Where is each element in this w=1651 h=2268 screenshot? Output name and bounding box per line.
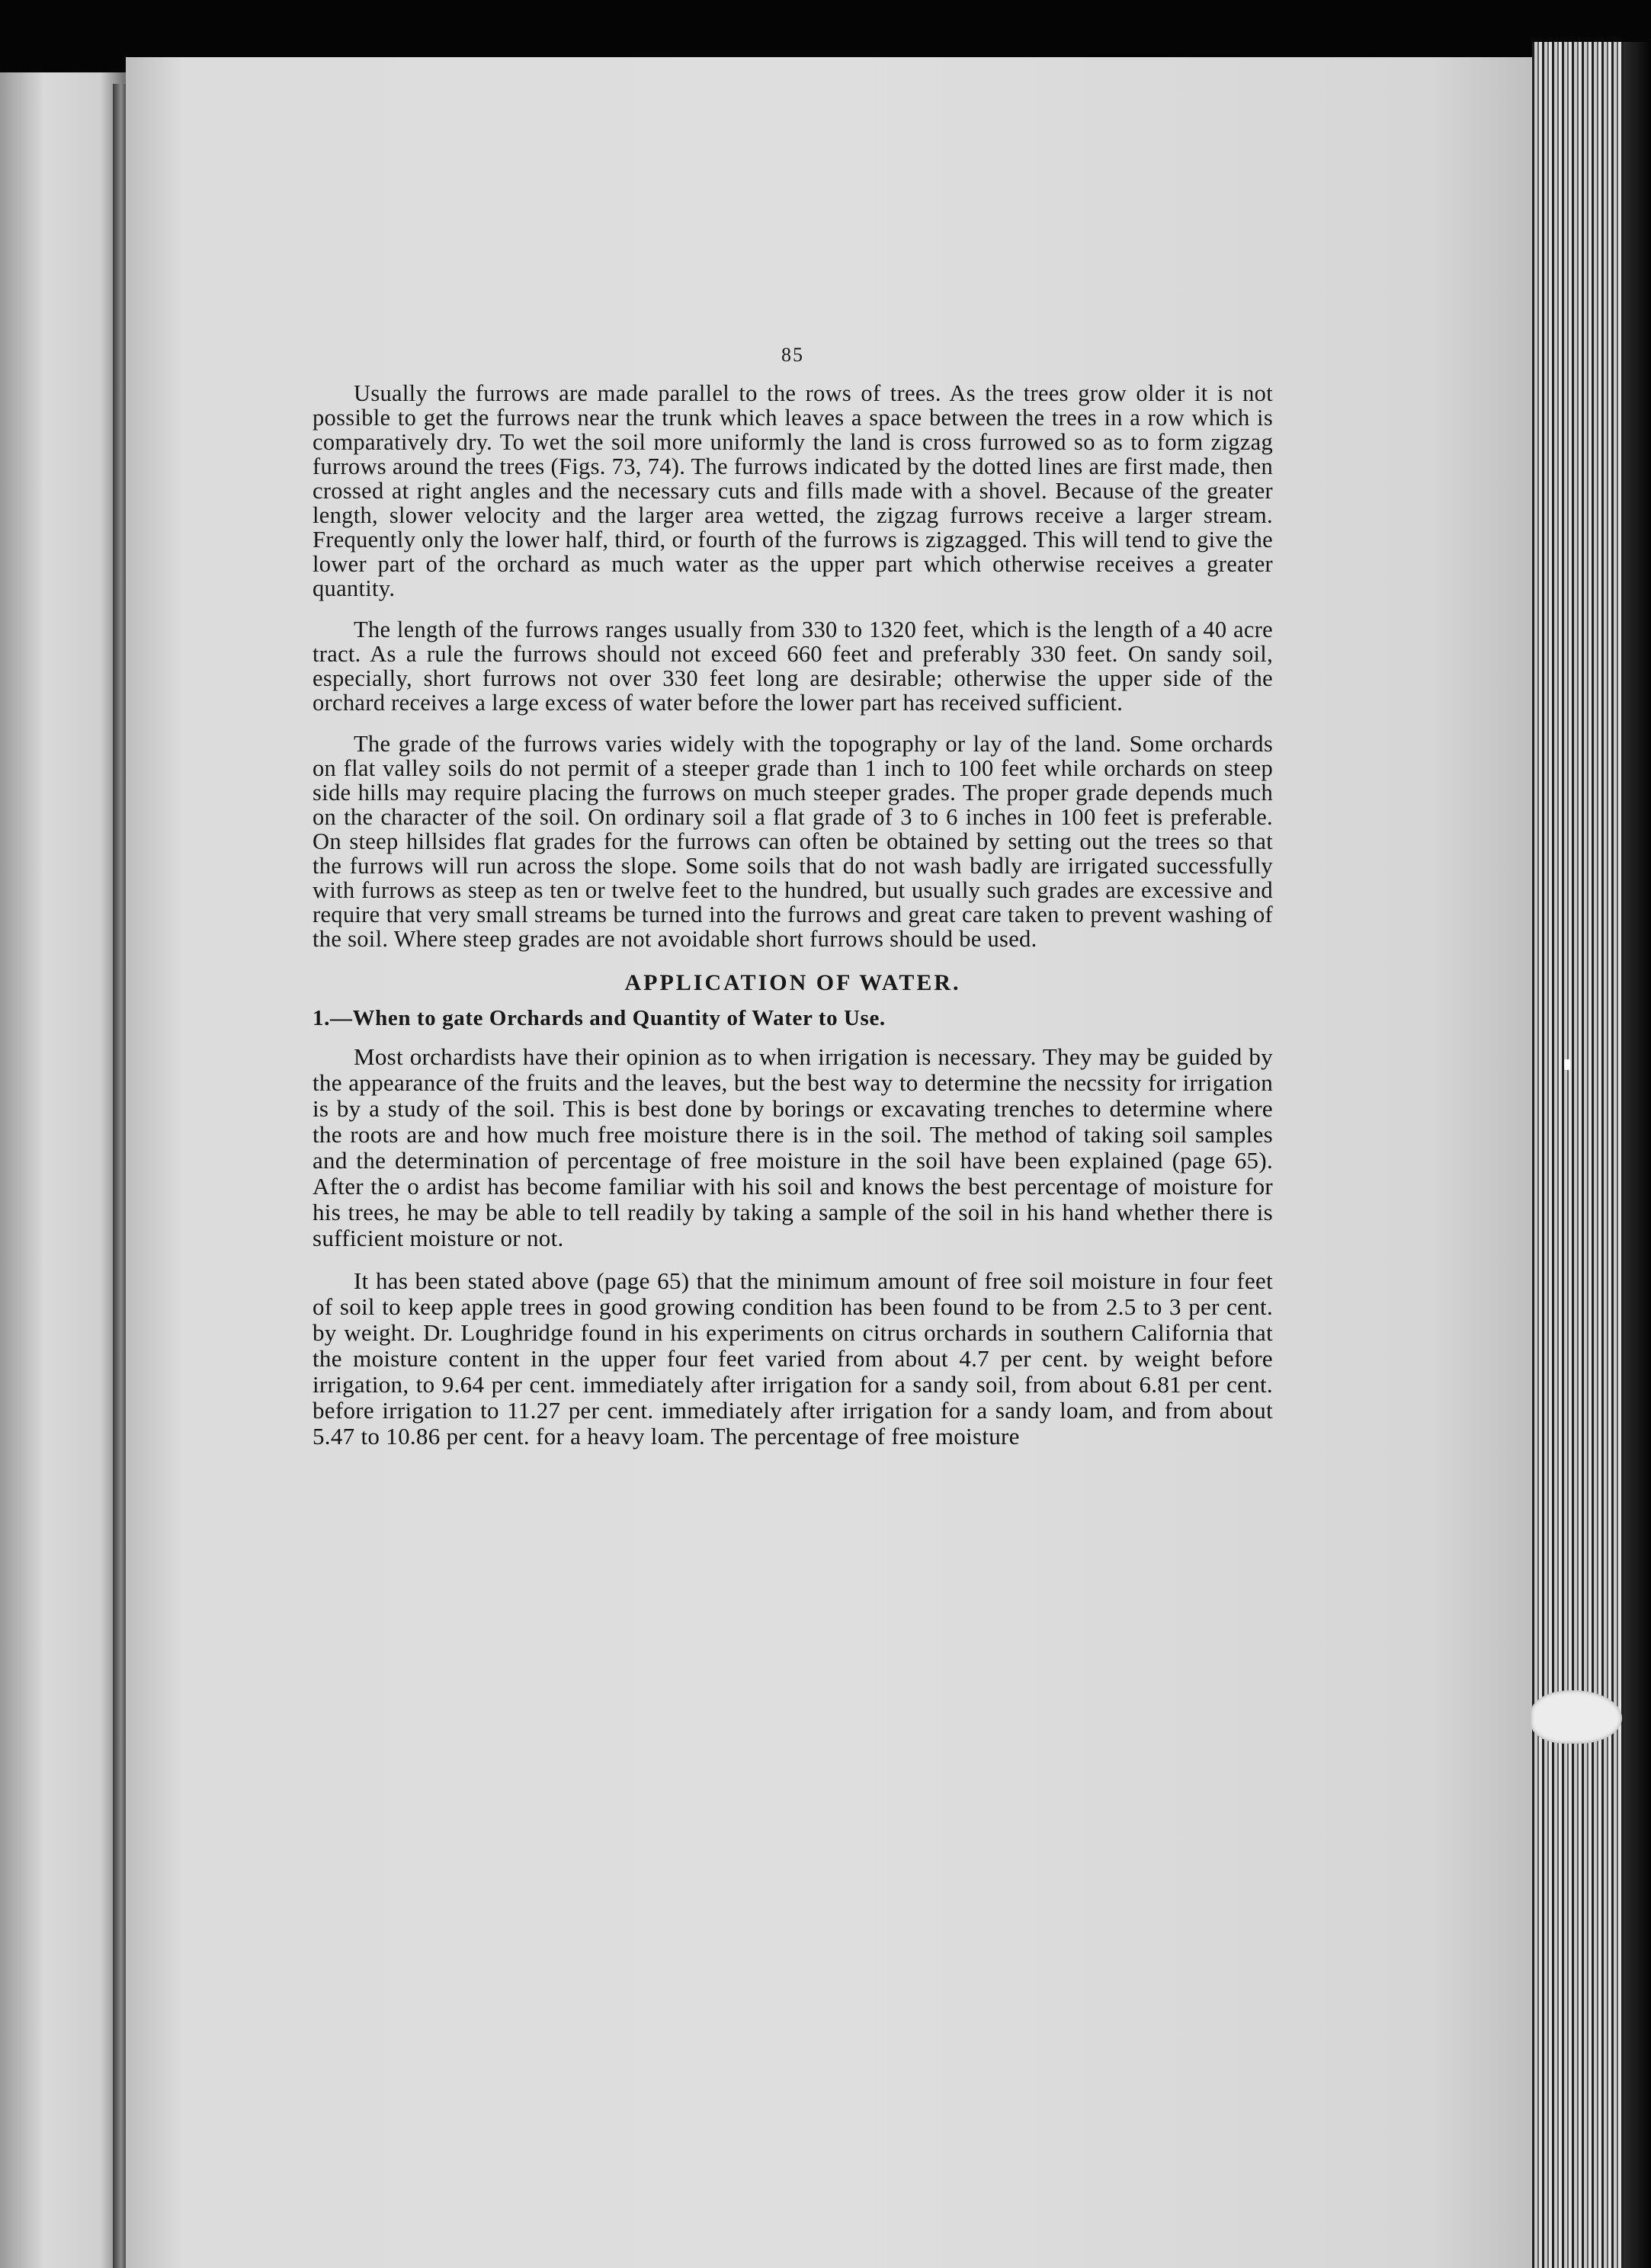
- page-text: [313, 343, 1273, 1466]
- book-gutter: [113, 84, 127, 2268]
- paragraph-soil-moisture: It has been stated above (page 65) that the minimum amount of free soil moisture in four feet of soil to keep apple trees in good growing condition has been found to be from 2.5 to 3 per cent. by weight. Dr. Loughridge found in his experiments on citrus orchards in southern California that the moisture content in the upper four feet varied from about 4.7 per cent. by weight before irrigation, to 9.64 per cent. immediately after irrigation for a sandy soil, from about 6.81 per cent. before irrigation to 11.27 per cent. immediately after irrigation for a sandy loam, and from about 5.47 to 10.86 per cent. for a heavy loam. The percentage of free moisture: [313, 1267, 1273, 1450]
- paper-scrap: [1531, 1690, 1622, 1744]
- page-stack-edge: [1532, 42, 1624, 2268]
- paragraph-furrow-grade: The grade of the furrows varies widely with the topography or lay of the land. Some orchards on flat valley soils do not permit of a steeper grade than 1 inch to 100 feet while orchards on steep side hills may require placing the furrows on much steeper grades. The proper grade depends much on the character of the soil. On ordinary soil a flat grade of 3 to 6 inches in 100 feet is preferable. On steep hillsides flat grades for the furrows can often be obtained by setting out the trees so that the furrows will run across the slope. Some soils that do not wash badly are irrigated successfully with furrows as steep as ten or twelve feet to the hundred, but usually such grades are excessive and require that very small streams be turned into the furrows and great care taken to prevent washing of the soil. Where steep grades are not avoidable short furrows should be used.: [313, 731, 1273, 952]
- lower-text-block: [313, 1044, 1273, 1450]
- page-stack-shadow: [1624, 42, 1651, 2268]
- section-heading: APPLICATION OF WATER.: [624, 970, 961, 995]
- paragraph-zigzag-furrows: Usually the furrows are made parallel to the rows of trees. As the trees grow older it is not possible to get the furrows near the trunk which leaves a space between the trees in a row which is comparatively dry. To wet the soil more uniformly the land is cross furrowed so as to form zigzag furrows around the trees (Figs. 73, 74). The furrows indicated by the dotted lines are first made, then crossed at right angles and the necessary cuts and fills made with a shovel. Because of the greater length, slower velocity and the larger area wetted, the zigzag furrows receive a larger stream. Frequently only the lower half, third, or fourth of the furrows is zigzagged. This will tend to give the lower part of the orchard as much water as the upper part which otherwise receives a greater quantity.: [313, 380, 1273, 601]
- dust-speck: [1564, 1059, 1570, 1070]
- sub-heading: 1.—When to gate Orchards and Quantity of Water to Use.: [313, 1006, 886, 1030]
- paragraph-when-to-irrigate: Most orchardists have their opinion as to when irrigation is necessary. They may be guided by the appearance of the fruits and the leaves, but the best way to determine the necssity for irrigation is by a study of the soil. This is best done by borings or excavating trenches to determine where the roots are and how much free moisture there is in the soil. The method of taking soil samples and the determination of percentage of free moisture in the soil have been explained (page 65). After the o ardist has become familiar with his soil and knows the best percentage of moisture for his trees, he may be able to tell readily by taking a sample of the soil in his hand whether there is sufficient moisture or not.: [313, 1043, 1273, 1251]
- page-number: 85: [781, 344, 804, 366]
- left-page-edge: [0, 72, 126, 2268]
- paragraph-furrow-length: The length of the furrows ranges usually from 330 to 1320 feet, which is the length of a 40 acre tract. As a rule the furrows should not exceed 660 feet and preferably 330 feet. On sandy soil, especially, short furrows not over 330 feet long are desirable; otherwise the upper side of the orchard receives a large excess of water before the lower part has received sufficient.: [313, 617, 1273, 716]
